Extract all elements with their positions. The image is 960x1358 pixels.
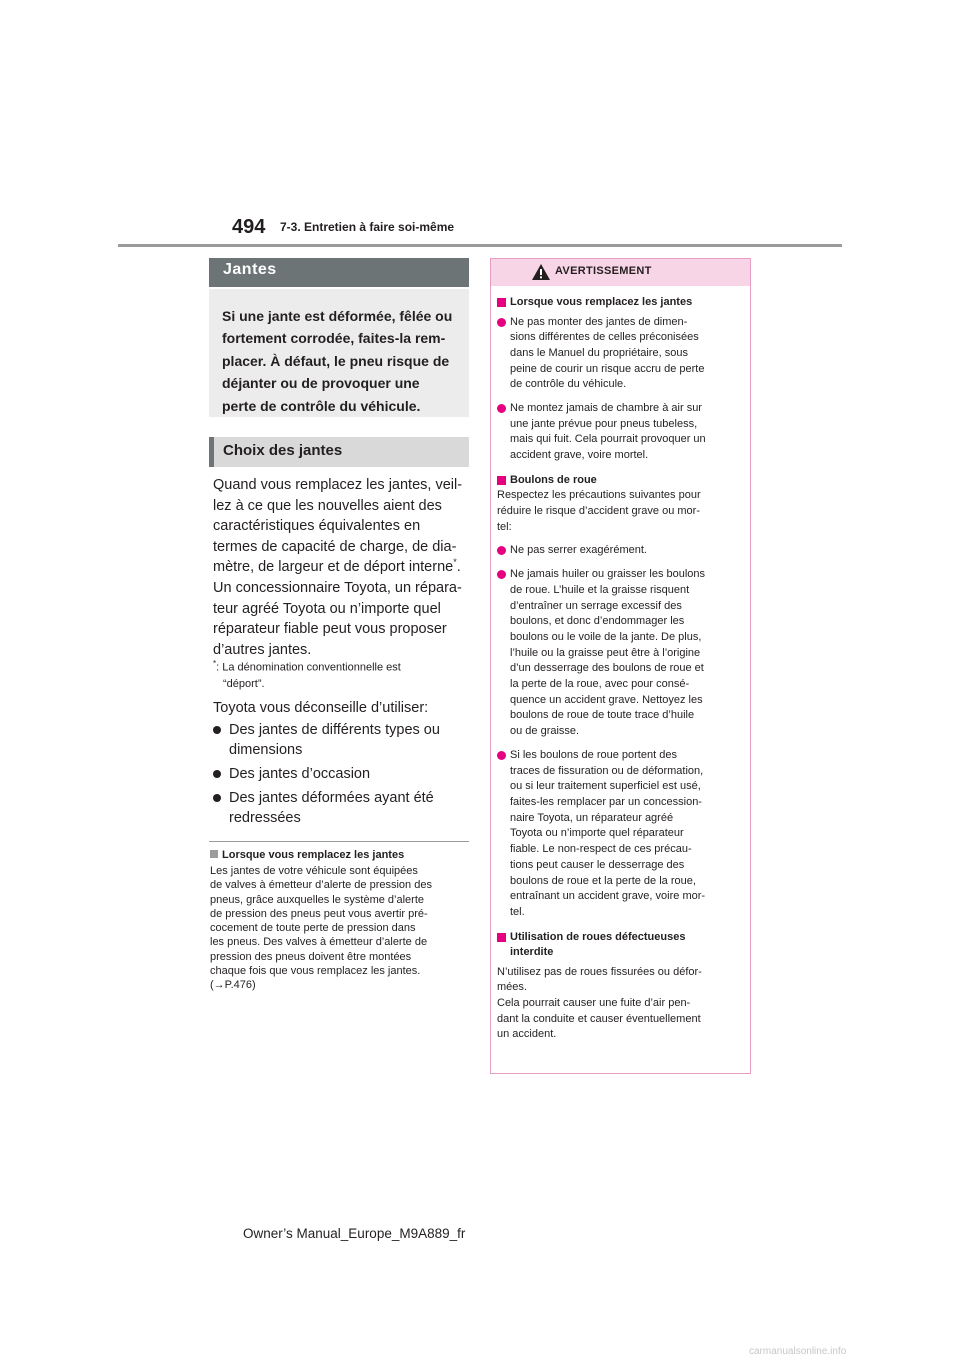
warning-bullet: Ne jamais huiler ou graisser les boulons de roue. L’huile et la graisse risquent d’entraîner un serrage excessif des boulons, et donc d’endommager les boulons ou le voile de la jante. De plus, l’huile ou la graisse peut être à l’origine d’un desserrage des boulons de roue et la perte de la roue, avec pour consé- quence un accident grave. Nettoyez les boulons de roue de toute trace d’huile ou de graisse. (497, 567, 740, 740)
page-number: 494 (232, 216, 266, 238)
warning-bullet: Ne montez jamais de chambre à air sur une jante prévue pour pneus tubeless, mais qui fuit. Cela pourrait provoquer un accident grave, voire mortel. (497, 401, 740, 464)
body-line: Quand vous remplacez les jantes, veil- (213, 477, 463, 493)
bullet-dot-icon (497, 404, 506, 413)
bullet-dot-icon (497, 546, 506, 555)
bullet-dot-icon (213, 726, 221, 734)
warning-title: AVERTISSEMENT (555, 265, 652, 277)
list-item: Des jantes déformées ayant été redressées (213, 788, 469, 828)
warning-triangle-icon (531, 263, 551, 281)
bullet-dot-icon (497, 318, 506, 327)
body-paragraph (213, 475, 469, 660)
square-bullet-icon (497, 476, 506, 485)
intro-line: fortement corrodée, faites-la rem- (222, 330, 446, 347)
bullet-list (213, 720, 469, 832)
note-heading: Lorsque vous remplacez les jantes (210, 847, 469, 863)
body-line: réparateur fiable peut vous proposer (213, 621, 447, 638)
warning-subheading: Utilisation de roues défectueuses interdite (497, 930, 740, 961)
choix-heading: Choix des jantes (223, 442, 343, 459)
bullet-dot-icon (213, 770, 221, 778)
square-bullet-icon (497, 298, 506, 307)
intro-line: Si une jante est déformée, fêlée ou (222, 308, 453, 324)
bullet-dot-icon (497, 570, 506, 579)
body-line-with-asterisk: mètre, de largeur et de déport interne*. (213, 557, 461, 576)
choix-heading-bar (209, 437, 469, 467)
intro-line: déjanter ou de provoquer une (222, 375, 420, 392)
body-line: Un concessionnaire Toyota, un répara- (213, 579, 462, 596)
warning-paragraph: Respectez les précautions suivantes pour réduire le risque d’accident grave ou mor- tel: (497, 489, 701, 533)
header-divider (118, 244, 842, 247)
intro-summary-box (209, 289, 469, 417)
warning-header (491, 259, 750, 286)
warning-subheading: Lorsque vous remplacez les jantes (497, 295, 740, 311)
warning-paragraph: N’utilisez pas de roues fissurées ou défor- mées. Cela pourrait causer une fuite d’air pen- dant la conduite et causer éventuellement un accident. (497, 965, 702, 1041)
list-item: Des jantes d’occasion (213, 764, 469, 784)
body-line: d’autres jantes. (213, 641, 312, 658)
body-line: termes de capacité de charge, de dia- (213, 538, 457, 555)
note-text: Les jantes de votre véhicule sont équipées de valves à émetteur d’alerte de pression des pneus, grâce auxquelles le système d’alerte de pression des pneus peut vous avertir pré- cocement de toute perte de pression dans les pneus. Des valves à émetteur d’alerte de pression des pneus doivent être montées chaque fois que vous remplacez les jantes. (→P.476) (210, 865, 432, 992)
body-line: teur agréé Toyota ou n’importe quel (213, 600, 441, 617)
watermark: carmanualsonline.info (749, 1346, 847, 1357)
footnote-asterisk: * (213, 659, 217, 668)
warning-bullet: Ne pas serrer exagérément. (497, 543, 740, 559)
warning-bullet: Si les boulons de roue portent des traces de fissuration ou de déformation, ou si leur traitement superficiel est usé, faites-les remplacer par un concession- naire Toyota, un réparateur agréé Toyota ou n’importe quel réparateur fiable. Le non-respect de ces précau- tions peut causer le desserrage des boulons de roue et la perte de la roue, entraînant un accident grave, voire mor- tel. (497, 748, 740, 921)
list-item: Des jantes de différents types ou dimensions (213, 720, 469, 760)
deconseille-text: Toyota vous déconseille d’utiliser: (213, 700, 429, 716)
intro-line: placer. À défaut, le pneu risque de (222, 352, 450, 369)
footnote-line: “déport”. (223, 677, 265, 690)
footnote (213, 656, 469, 692)
footer-text: Owner’s Manual_Europe_M9A889_fr (243, 1226, 466, 1241)
bullet-dot-icon (497, 751, 506, 760)
body-line: lez à ce que les nouvelles aient des (213, 497, 442, 514)
warning-subheading: Boulons de roue (497, 473, 740, 489)
body-line: caractéristiques équivalentes en (213, 518, 421, 535)
intro-line: perte de contrôle du véhicule. (222, 397, 421, 414)
warning-box (490, 258, 751, 1074)
section-title: 7-3. Entretien à faire soi-même (280, 220, 455, 234)
jantes-heading-bar (209, 258, 469, 287)
warning-bullet: Ne pas monter des jantes de dimen- sions différentes de celles préconisées dans le Manuel du propriétaire, sous peine de courir un risque accru de perte de contrôle du véhicule. (497, 315, 740, 394)
jantes-heading: Jantes (223, 261, 277, 278)
note-divider (209, 841, 469, 842)
footnote-line: : La dénomination conventionnelle est (216, 661, 401, 674)
note-block (210, 847, 469, 993)
asterisk-mark: * (453, 557, 457, 568)
bullet-dot-icon (213, 794, 221, 802)
square-bullet-icon (210, 850, 218, 858)
square-bullet-icon (497, 933, 506, 942)
